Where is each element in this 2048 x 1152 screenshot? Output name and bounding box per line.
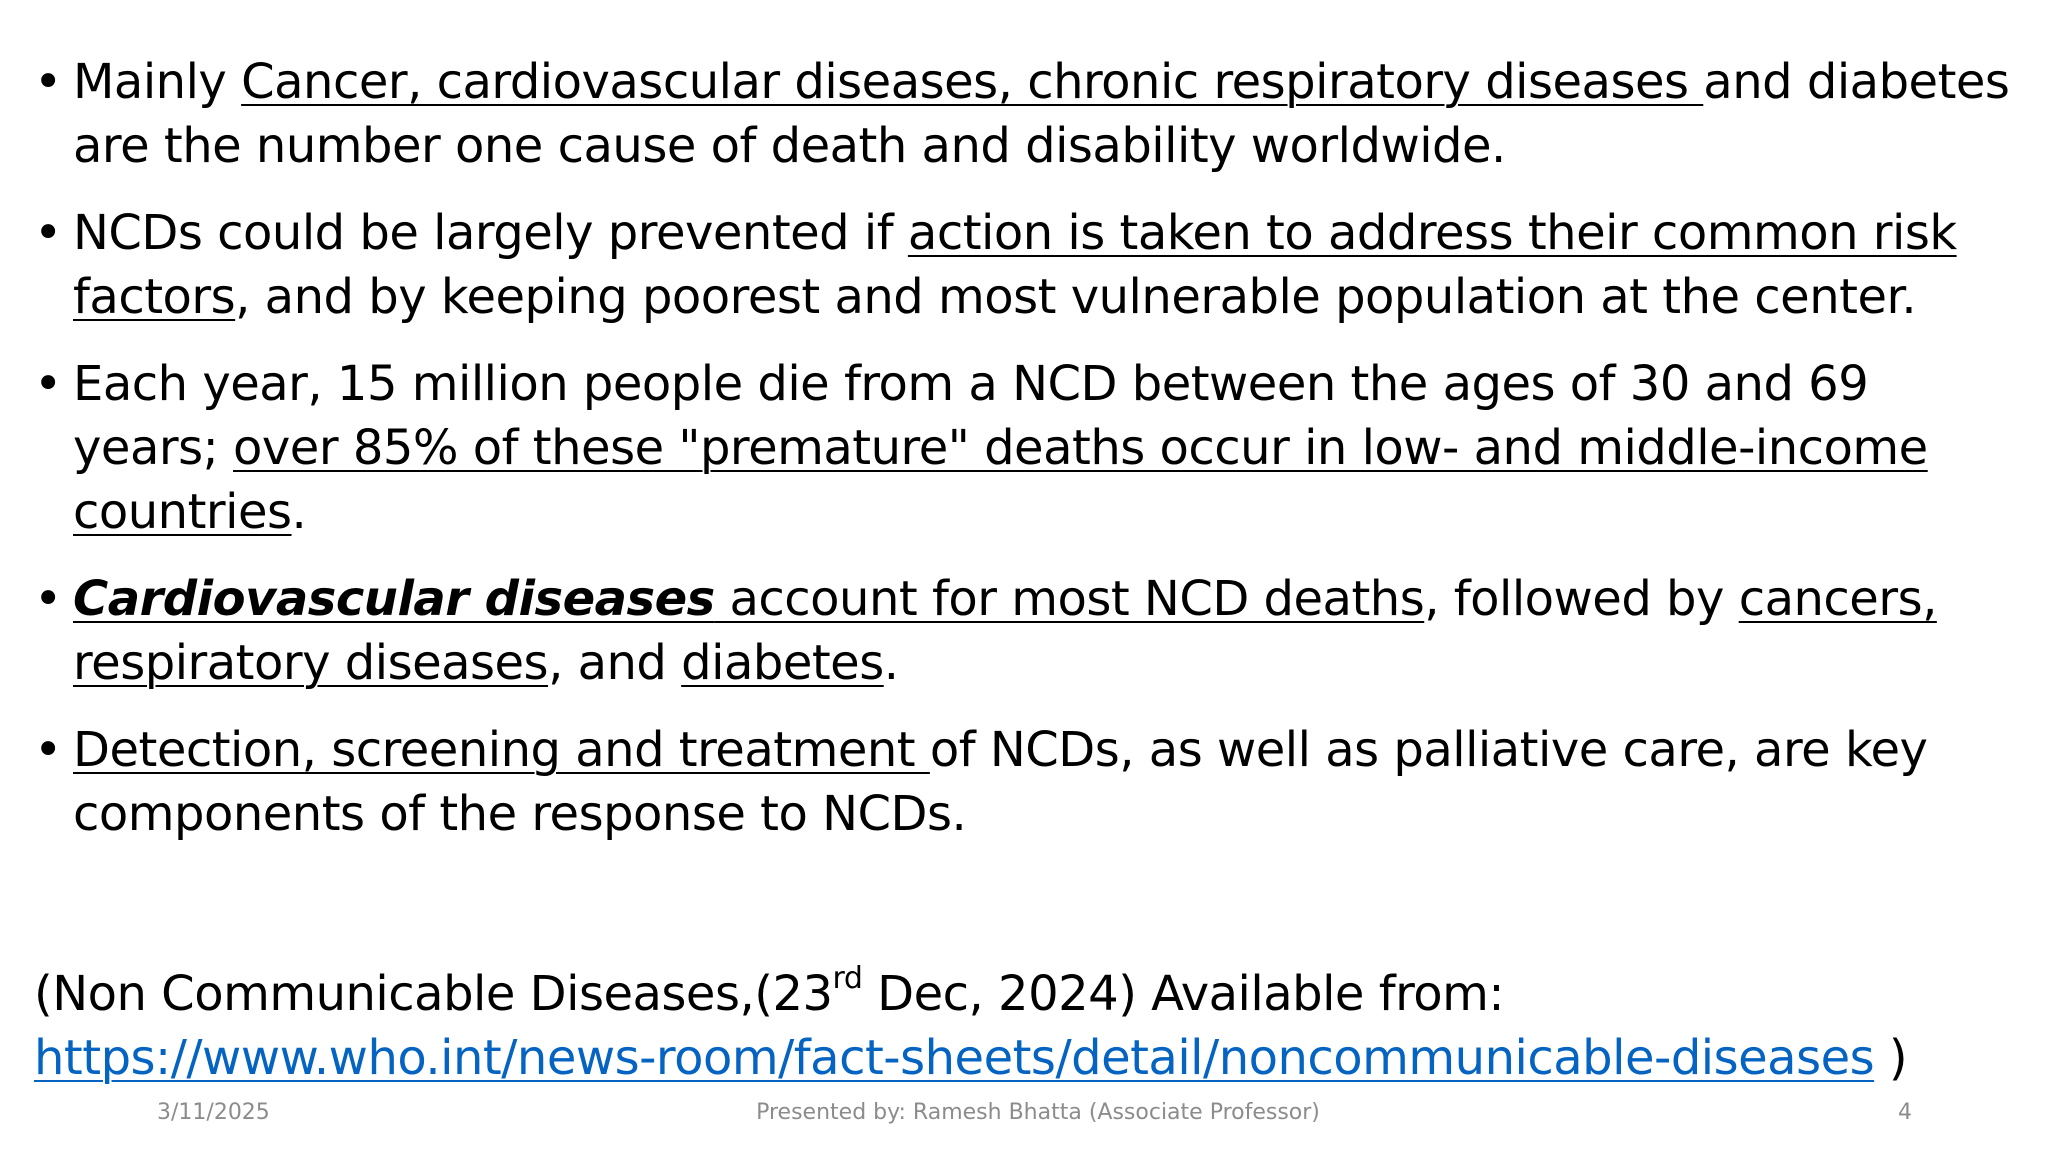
bullet-text-segment: , and by keeping poorest and most vulnerable population at the center. [235,269,1917,325]
bullet-text-segment: diabetes [681,635,884,691]
bullet-text-segment: , followed by [1424,571,1739,627]
bullet-item [34,352,2024,544]
bullet-text-segment: Cardiovascular diseases [73,571,715,627]
citation-suffix: ) [1874,1030,1908,1086]
bullet-text-segment: and diabetes are the number one cause of death and disability worldwide. [73,54,2010,174]
bullet-text-segment: Cancer, cardiovascular diseases, chronic respiratory diseases [241,54,1704,110]
citation-superscript: rd [832,961,863,996]
bullet-text-segment: , and [548,635,682,691]
who-fact-sheet-link[interactable]: https://www.who.int/news-room/fact-sheets/detail/noncommunicable-diseases [34,1030,1875,1086]
bullet-item [34,50,2024,178]
bullet-dot-icon: • [34,54,62,110]
slide-number: 4 [1898,1100,1912,1125]
bullet-text-segment: action is taken to address their common risk factors [73,205,1957,325]
citation-prefix: (Non Communicable Diseases,(23 [34,966,833,1022]
bullet-dot-icon: • [34,571,62,627]
bullet-text-segment: account for most NCD deaths [714,571,1425,627]
bullet-item [34,718,2024,846]
bullet-text-segment: cancers, respiratory diseases [73,571,1937,691]
bullet-dot-icon: • [34,356,62,412]
bullet-text-segment: over 85% of these "premature" deaths occur in low- and middle-income countries [73,420,1928,540]
bullet-item [34,567,2024,695]
bullet-text-segment: . [291,484,307,540]
citation [34,962,2024,1090]
bullet-text-segment: Mainly [73,54,242,110]
bullet-item [34,201,2024,329]
bullet-dot-icon: • [34,722,62,778]
bullet-text-segment: . [883,635,899,691]
bullet-text-segment: NCDs could be largely prevented if [73,205,908,261]
bullet-text-segment: Each year, 15 million people die from a NCD between the ages of 30 and 69 years; [73,356,1869,476]
citation-middle: Dec, 2024) Available from: [862,966,1505,1022]
bullet-dot-icon: • [34,205,62,261]
bullet-list [34,50,2024,869]
bullet-text-segment: Detection, screening and treatment [73,722,930,778]
bullet-text-segment: of NCDs, as well as palliative care, are key components of the response to NCDs. [73,722,1928,842]
footer-presenter: Presented by: Ramesh Bhatta (Associate Professor) [756,1100,1320,1125]
footer-date: 3/11/2025 [157,1100,270,1125]
